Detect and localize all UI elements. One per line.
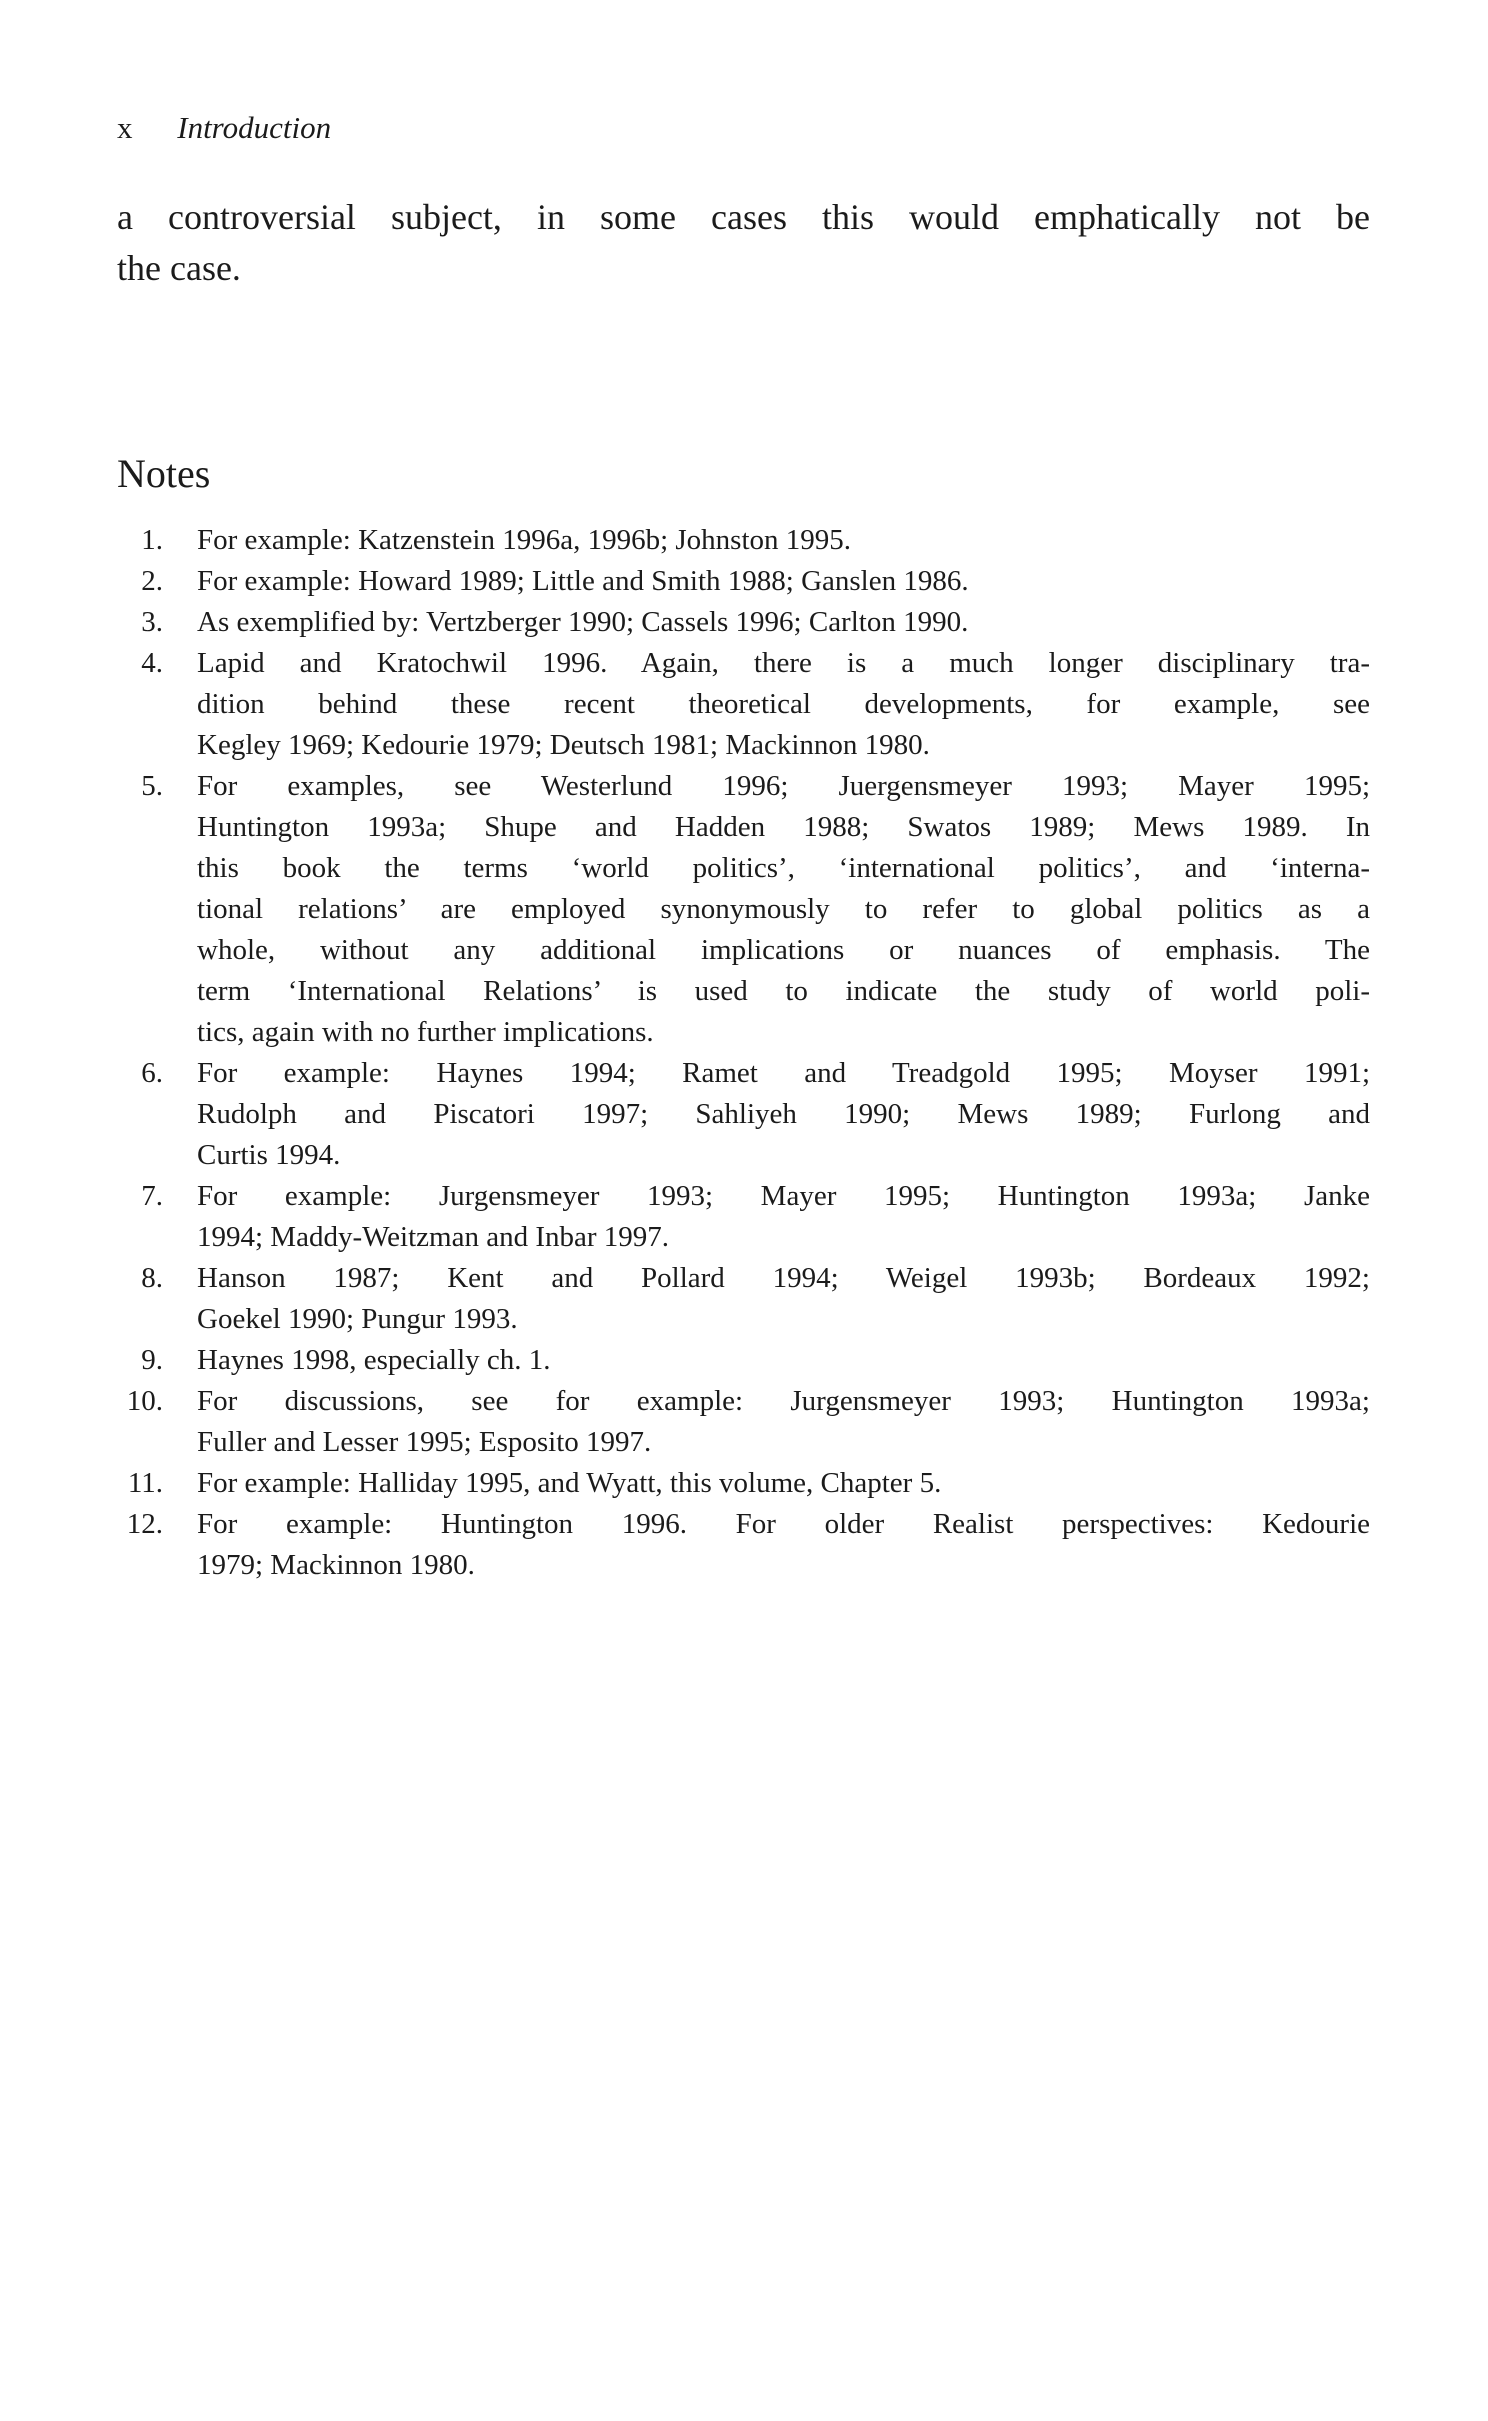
note-text xyxy=(197,602,1370,643)
note-number: 3. xyxy=(141,606,163,638)
note-item-2 xyxy=(117,561,1370,602)
note-number: 7. xyxy=(141,1180,163,1212)
text-line: Curtis 1994. xyxy=(197,1139,341,1171)
note-item-3 xyxy=(117,602,1370,643)
note-item-8 xyxy=(117,1258,1370,1340)
text-line: a controversial subject, in some cases this would emphatically not be xyxy=(117,197,1370,237)
note-text xyxy=(197,1381,1370,1463)
note-item-1 xyxy=(117,520,1370,561)
text-line: this book the terms ‘world politics’, ‘international politics’, and ‘interna- xyxy=(197,852,1370,884)
chapter-title: Introduction xyxy=(177,110,332,145)
text-line: For example: Howard 1989; Little and Smith 1988; Ganslen 1986. xyxy=(197,565,969,597)
note-text xyxy=(197,1504,1370,1586)
text-line: For examples, see Westerlund 1996; Juergensmeyer 1993; Mayer 1995; xyxy=(197,770,1370,802)
text-line: Haynes 1998, especially ch. 1. xyxy=(197,1344,551,1376)
note-number: 6. xyxy=(141,1057,163,1089)
text-line: Goekel 1990; Pungur 1993. xyxy=(197,1303,518,1335)
notes-heading: Notes xyxy=(117,451,211,496)
note-item-5 xyxy=(117,766,1370,1053)
note-number: 2. xyxy=(141,565,163,597)
note-text xyxy=(197,1340,1370,1381)
note-number: 5. xyxy=(141,770,163,802)
text-line: 1994; Maddy-Weitzman and Inbar 1997. xyxy=(197,1221,670,1253)
note-number: 10. xyxy=(126,1385,163,1417)
note-text xyxy=(197,643,1370,766)
text-line: For example: Huntington 1996. For older Realist perspectives: Kedourie xyxy=(197,1508,1370,1540)
note-number: 1. xyxy=(141,524,163,556)
text-line: Hanson 1987; Kent and Pollard 1994; Weigel 1993b; Bordeaux 1992; xyxy=(197,1262,1370,1294)
note-item-4 xyxy=(117,643,1370,766)
text-line: Fuller and Lesser 1995; Esposito 1997. xyxy=(197,1426,652,1458)
text-line: 1979; Mackinnon 1980. xyxy=(197,1549,475,1581)
note-number: 9. xyxy=(141,1344,163,1376)
note-text xyxy=(197,1463,1370,1504)
text-line: For example: Haynes 1994; Ramet and Treadgold 1995; Moyser 1991; xyxy=(197,1057,1370,1089)
text-line: dition behind these recent theoretical developments, for example, see xyxy=(197,688,1370,720)
note-item-11 xyxy=(117,1463,1370,1504)
note-item-6 xyxy=(117,1053,1370,1176)
text-line: term ‘International Relations’ is used to indicate the study of world poli- xyxy=(197,975,1370,1007)
text-line: the case. xyxy=(117,248,241,288)
text-line: For example: Jurgensmeyer 1993; Mayer 1995; Huntington 1993a; Janke xyxy=(197,1180,1370,1212)
note-text xyxy=(197,1176,1370,1258)
note-text xyxy=(197,520,1370,561)
text-line: For example: Katzenstein 1996a, 1996b; Johnston 1995. xyxy=(197,524,852,556)
text-line: For example: Halliday 1995, and Wyatt, this volume, Chapter 5. xyxy=(197,1467,942,1499)
text-line: Huntington 1993a; Shupe and Hadden 1988; Swatos 1989; Mews 1989. In xyxy=(197,811,1370,843)
text-line: For discussions, see for example: Jurgensmeyer 1993; Huntington 1993a; xyxy=(197,1385,1370,1417)
note-number: 4. xyxy=(141,647,163,679)
note-number: 11. xyxy=(127,1467,163,1499)
text-line: Rudolph and Piscatori 1997; Sahliyeh 1990; Mews 1989; Furlong and xyxy=(197,1098,1370,1130)
notes-list xyxy=(117,520,1370,1586)
body-paragraph xyxy=(117,192,1370,294)
note-text xyxy=(197,561,1370,602)
note-item-12 xyxy=(117,1504,1370,1586)
note-text xyxy=(197,766,1370,1053)
note-number: 12. xyxy=(126,1508,163,1540)
note-text xyxy=(197,1258,1370,1340)
note-item-10 xyxy=(117,1381,1370,1463)
note-text xyxy=(197,1053,1370,1176)
note-item-7 xyxy=(117,1176,1370,1258)
text-line: whole, without any additional implications or nuances of emphasis. The xyxy=(197,934,1370,966)
text-line: As exemplified by: Vertzberger 1990; Cassels 1996; Carlton 1990. xyxy=(197,606,969,638)
text-line: tional relations’ are employed synonymously to refer to global politics as a xyxy=(197,893,1370,925)
text-line: tics, again with no further implications. xyxy=(197,1016,654,1048)
text-line: Lapid and Kratochwil 1996. Again, there is a much longer disciplinary tra- xyxy=(197,647,1370,679)
text-line: Kegley 1969; Kedourie 1979; Deutsch 1981; Mackinnon 1980. xyxy=(197,729,930,761)
note-number: 8. xyxy=(141,1262,163,1294)
note-item-9 xyxy=(117,1340,1370,1381)
page-number: x xyxy=(117,110,133,145)
running-header xyxy=(117,108,331,148)
